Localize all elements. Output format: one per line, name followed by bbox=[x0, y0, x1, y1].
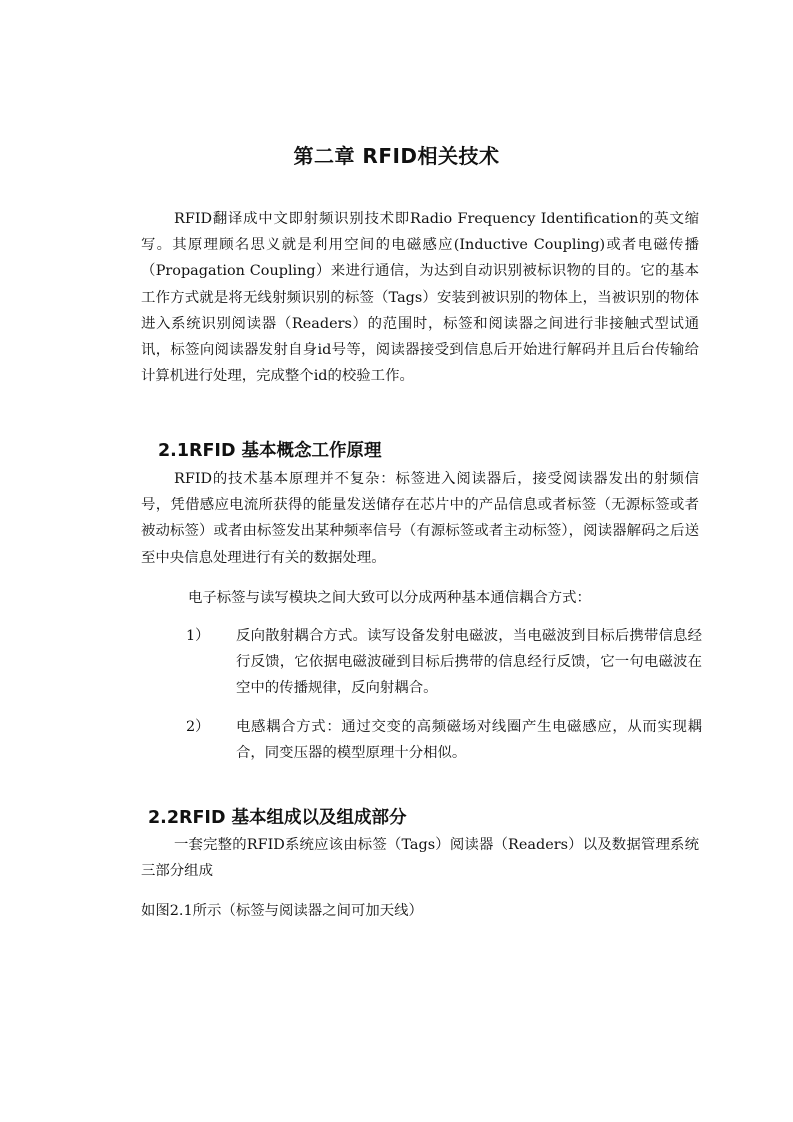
section-2-1-paragraph: RFID的技术基本原理并不复杂：标签进入阅读器后，接受阅读器发出的射频信号，凭借感应电流所获得的能量发送储存在芯片中的产品信息或者标签（无源标签或者被动标签）或者由标签发出某种频率信号（有源标签或者主动标签），阅读器解码之后送至中央信息处理进行有关的数据处理。 bbox=[141, 471, 699, 566]
list-item-text: 反向散射耦合方式。读写设备发射电磁波，当电磁波到目标后携带信息经行反馈，它依据电磁波碰到目标后携带的信息经行反馈，它一句电磁波在空中的传播规律，反向射耦合。 bbox=[236, 628, 702, 697]
section-2-1-heading: 2.1RFID 基本概念工作原理 bbox=[158, 441, 382, 461]
chapter-title: 第二章 RFID相关技术 bbox=[293, 144, 500, 168]
list-item-text: 电感耦合方式：通过交变的高频磁场对线圈产生电磁感应，从而实现耦合，同变压器的模型原理十分相似。 bbox=[236, 719, 702, 762]
list-item-number: 1） bbox=[186, 628, 210, 644]
intro-paragraph: RFID翻译成中文即射频识别技术即Radio Frequency Identification的英文缩写。其原理顾名思义就是利用空间的电磁感应(Inductive Coupling)或者电磁传播（Propagation Coupling）来进行通信，为达到自动识别被标识物的目的。它的基本工作方式就是将无线射频识别的标签（Tags）安装到被识别的物体上，当被识别的物体进入系统识别阅读器（Readers）的范围时，标签和阅读器之间进行非接触式型试通讯，标签向阅读器发射自身id号等，阅读器接受到信息后开始进行解码并且后台传输给计算机进行处理，完成整个id的校验工作。 bbox=[141, 211, 699, 385]
section-2-2-heading: 2.2RFID 基本组成以及组成部分 bbox=[148, 808, 407, 828]
list-item-number: 2） bbox=[186, 719, 210, 735]
section-2-2-paragraph: 一套完整的RFID系统应该由标签（Tags）阅读器（Readers）以及数据管理系统三部分组成 bbox=[141, 837, 699, 880]
figure-reference: 如图2.1所示（标签与阅读器之间可加天线） bbox=[141, 903, 423, 919]
coupling-intro: 电子标签与读写模块之间大致可以分成两种基本通信耦合方式： bbox=[188, 590, 591, 606]
